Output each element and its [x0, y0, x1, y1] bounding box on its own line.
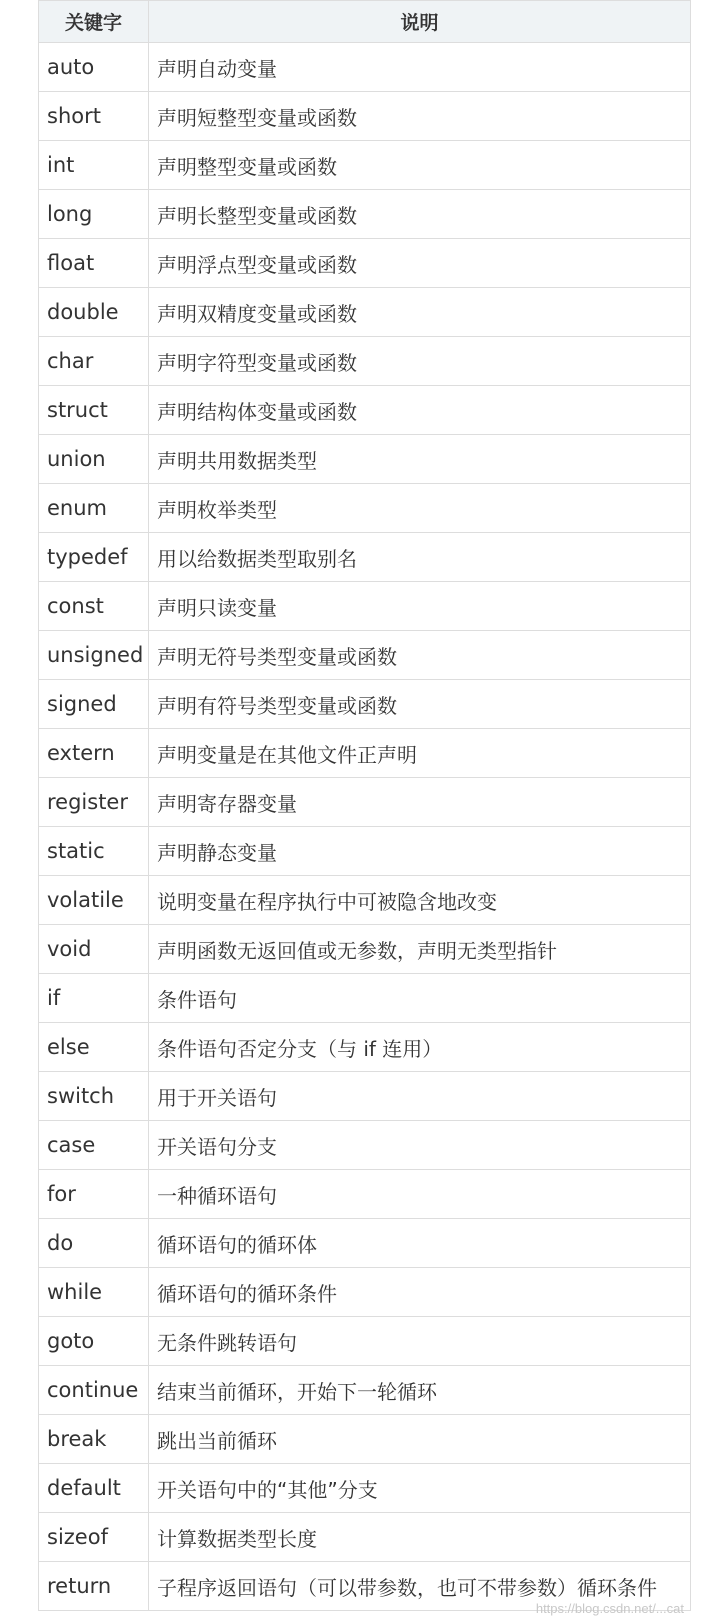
description-cell: 无条件跳转语句	[149, 1317, 691, 1366]
keyword-cell: enum	[39, 484, 149, 533]
description-cell: 声明无符号类型变量或函数	[149, 631, 691, 680]
keyword-cell: continue	[39, 1366, 149, 1415]
keyword-cell: else	[39, 1023, 149, 1072]
description-cell: 声明自动变量	[149, 43, 691, 92]
keyword-cell: register	[39, 778, 149, 827]
watermark: https://blog.csdn.net/...cat	[535, 1601, 684, 1616]
keyword-cell: volatile	[39, 876, 149, 925]
keyword-cell: short	[39, 92, 149, 141]
table-row	[39, 925, 691, 974]
keyword-cell: union	[39, 435, 149, 484]
description-cell: 循环语句的循环体	[149, 1219, 691, 1268]
description-cell: 声明变量是在其他文件正声明	[149, 729, 691, 778]
table-row	[39, 1268, 691, 1317]
keyword-cell: break	[39, 1415, 149, 1464]
table-row	[39, 582, 691, 631]
table-row	[39, 288, 691, 337]
table-row	[39, 1219, 691, 1268]
description-cell: 声明双精度变量或函数	[149, 288, 691, 337]
table-row	[39, 1023, 691, 1072]
description-cell: 声明浮点型变量或函数	[149, 239, 691, 288]
keyword-cell: static	[39, 827, 149, 876]
description-cell: 声明只读变量	[149, 582, 691, 631]
description-cell: 条件语句	[149, 974, 691, 1023]
table-row	[39, 1170, 691, 1219]
header-keyword: 关键字	[39, 1, 149, 43]
keyword-cell: const	[39, 582, 149, 631]
table-row	[39, 1121, 691, 1170]
table-row	[39, 141, 691, 190]
keyword-cell: auto	[39, 43, 149, 92]
table-row	[39, 43, 691, 92]
table-row	[39, 533, 691, 582]
description-cell: 子程序返回语句（可以带参数，也可不带参数）循环条件	[149, 1562, 691, 1611]
keyword-cell: int	[39, 141, 149, 190]
description-cell: 说明变量在程序执行中可被隐含地改变	[149, 876, 691, 925]
keyword-cell: goto	[39, 1317, 149, 1366]
table-row	[39, 1366, 691, 1415]
table-row	[39, 778, 691, 827]
table-row	[39, 337, 691, 386]
keyword-cell: case	[39, 1121, 149, 1170]
table-row	[39, 239, 691, 288]
description-cell: 声明枚举类型	[149, 484, 691, 533]
description-cell: 用于开关语句	[149, 1072, 691, 1121]
description-cell: 结束当前循环，开始下一轮循环	[149, 1366, 691, 1415]
table-row	[39, 1072, 691, 1121]
description-cell: 声明函数无返回值或无参数，声明无类型指针	[149, 925, 691, 974]
header-description: 说明	[149, 1, 691, 43]
keyword-cell: switch	[39, 1072, 149, 1121]
keyword-cell: struct	[39, 386, 149, 435]
keyword-cell: float	[39, 239, 149, 288]
keyword-cell: double	[39, 288, 149, 337]
table-body	[39, 43, 691, 1611]
table-row	[39, 1317, 691, 1366]
description-cell: 声明静态变量	[149, 827, 691, 876]
table-row	[39, 1415, 691, 1464]
table-row	[39, 974, 691, 1023]
keyword-cell: if	[39, 974, 149, 1023]
keyword-cell: return	[39, 1562, 149, 1611]
description-cell: 声明整型变量或函数	[149, 141, 691, 190]
table-row	[39, 1513, 691, 1562]
keyword-cell: extern	[39, 729, 149, 778]
table-row	[39, 827, 691, 876]
keyword-cell: for	[39, 1170, 149, 1219]
keywords-table	[38, 0, 691, 1611]
description-cell: 声明长整型变量或函数	[149, 190, 691, 239]
description-cell: 声明字符型变量或函数	[149, 337, 691, 386]
table-row	[39, 631, 691, 680]
table-row	[39, 1464, 691, 1513]
keyword-cell: signed	[39, 680, 149, 729]
keyword-cell: sizeof	[39, 1513, 149, 1562]
description-cell: 声明共用数据类型	[149, 435, 691, 484]
description-cell: 用以给数据类型取别名	[149, 533, 691, 582]
keyword-cell: char	[39, 337, 149, 386]
keyword-cell: void	[39, 925, 149, 974]
description-cell: 条件语句否定分支（与 if 连用）	[149, 1023, 691, 1072]
table-row	[39, 680, 691, 729]
keyword-cell: long	[39, 190, 149, 239]
description-cell: 一种循环语句	[149, 1170, 691, 1219]
table-row	[39, 92, 691, 141]
table-row	[39, 484, 691, 533]
description-cell: 声明短整型变量或函数	[149, 92, 691, 141]
keyword-cell: while	[39, 1268, 149, 1317]
description-cell: 计算数据类型长度	[149, 1513, 691, 1562]
table-row	[39, 190, 691, 239]
keyword-cell: do	[39, 1219, 149, 1268]
description-cell: 开关语句分支	[149, 1121, 691, 1170]
description-cell: 声明结构体变量或函数	[149, 386, 691, 435]
table-row	[39, 386, 691, 435]
keyword-cell: typedef	[39, 533, 149, 582]
description-cell: 声明有符号类型变量或函数	[149, 680, 691, 729]
description-cell: 循环语句的循环条件	[149, 1268, 691, 1317]
description-cell: 声明寄存器变量	[149, 778, 691, 827]
table-row	[39, 876, 691, 925]
keyword-cell: default	[39, 1464, 149, 1513]
keyword-cell: unsigned	[39, 631, 149, 680]
description-cell: 跳出当前循环	[149, 1415, 691, 1464]
description-cell: 开关语句中的“其他”分支	[149, 1464, 691, 1513]
table-row	[39, 729, 691, 778]
table-row	[39, 435, 691, 484]
table-header-row	[39, 1, 691, 43]
